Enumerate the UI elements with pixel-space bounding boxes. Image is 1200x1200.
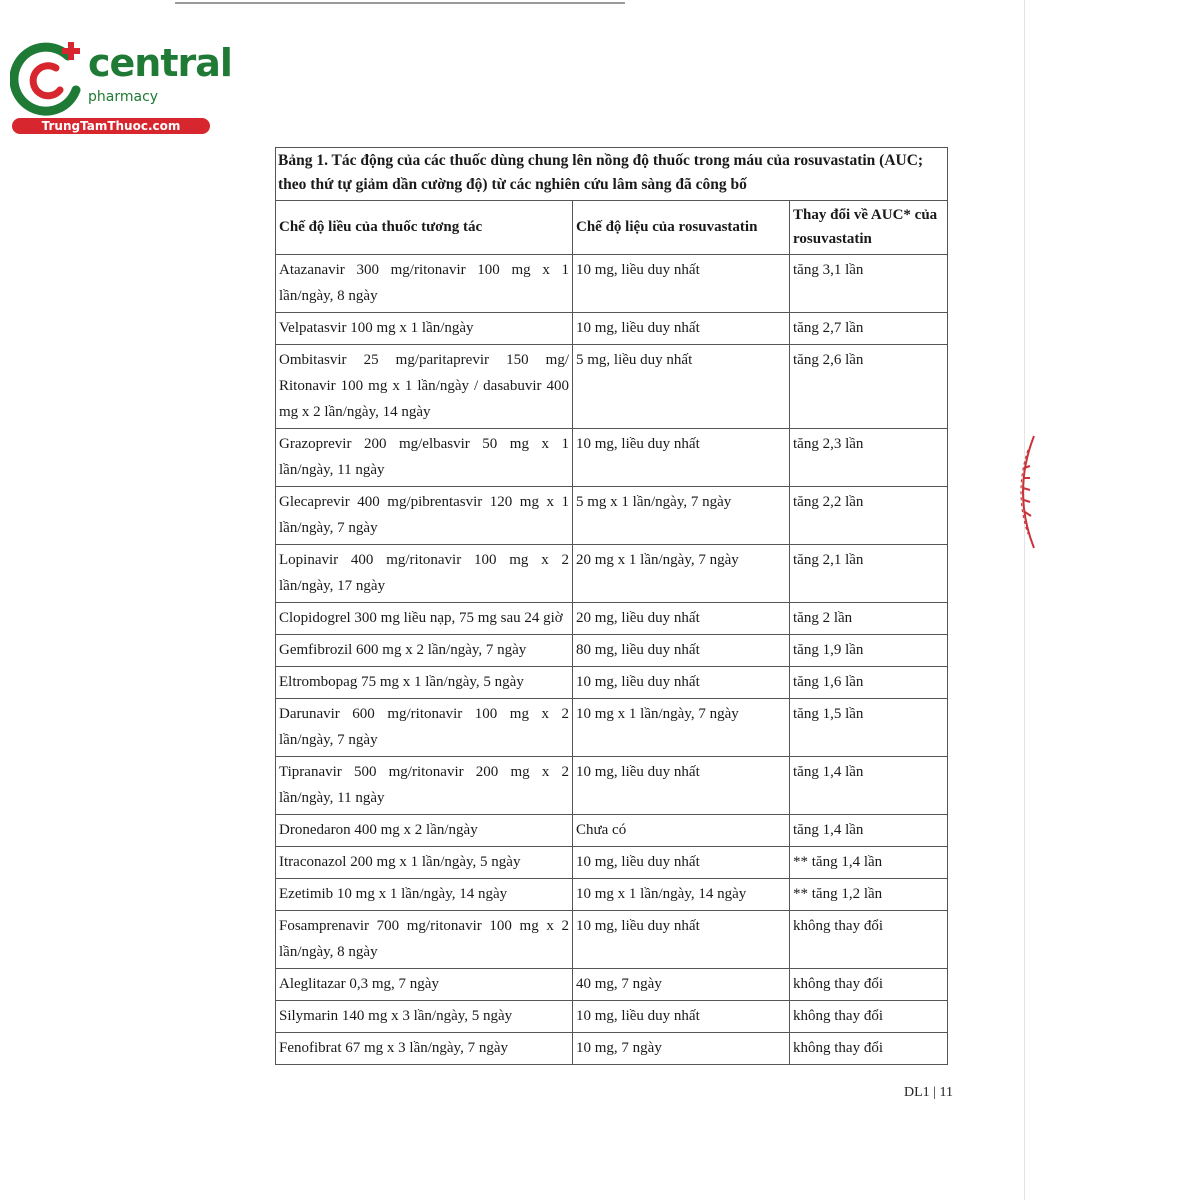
table-row [276,345,948,429]
interacting-drug-cell: Silymarin 140 mg x 3 lần/ngày, 5 ngày [276,1001,573,1033]
rosuvastatin-dose-cell: 10 mg, liều duy nhất [573,847,790,879]
auc-change-cell: tăng 1,6 lần [790,667,948,699]
auc-change-cell: không thay đổi [790,969,948,1001]
interacting-drug-cell: Tipranavir 500 mg/ritonavir 200 mg x 2 lần/ngày, 11 ngày [276,757,573,815]
auc-change-cell: không thay đổi [790,1001,948,1033]
auc-change-cell: tăng 2,1 lần [790,545,948,603]
rosuvastatin-dose-cell: 10 mg x 1 lần/ngày, 14 ngày [573,879,790,911]
interacting-drug-cell: Itraconazol 200 mg x 1 lần/ngày, 5 ngày [276,847,573,879]
page-number: DL1 | 11 [904,1085,953,1100]
rosuvastatin-dose-cell: 10 mg, liều duy nhất [573,1001,790,1033]
interacting-drug-cell: Darunavir 600 mg/ritonavir 100 mg x 2 lần/ngày, 7 ngày [276,699,573,757]
rosuvastatin-dose-cell: 5 mg, liều duy nhất [573,345,790,429]
interacting-drug-cell: Atazanavir 300 mg/ritonavir 100 mg x 1 lần/ngày, 8 ngày [276,255,573,313]
auc-change-cell: tăng 1,5 lần [790,699,948,757]
auc-change-cell: ** tăng 1,2 lần [790,879,948,911]
auc-change-cell: tăng 2,6 lần [790,345,948,429]
interacting-drug-cell: Fosamprenavir 700 mg/ritonavir 100 mg x 2 lần/ngày, 8 ngày [276,911,573,969]
interacting-drug-cell: Aleglitazar 0,3 mg, 7 ngày [276,969,573,1001]
auc-change-cell: tăng 1,4 lần [790,815,948,847]
table-row [276,699,948,757]
auc-change-cell: tăng 2 lần [790,603,948,635]
interacting-drug-cell: Grazoprevir 200 mg/elbasvir 50 mg x 1 lần/ngày, 11 ngày [276,429,573,487]
interaction-table [275,147,948,1065]
rosuvastatin-dose-cell: 10 mg, liều duy nhất [573,313,790,345]
interacting-drug-cell: Gemfibrozil 600 mg x 2 lần/ngày, 7 ngày [276,635,573,667]
interacting-drug-cell: Clopidogrel 300 mg liều nạp, 75 mg sau 24 giờ [276,603,573,635]
interacting-drug-cell: Glecaprevir 400 mg/pibrentasvir 120 mg x 1 lần/ngày, 7 ngày [276,487,573,545]
rosuvastatin-dose-cell: 5 mg x 1 lần/ngày, 7 ngày [573,487,790,545]
auc-change-cell: tăng 1,4 lần [790,757,948,815]
header-rosuvastatin-dose: Chế độ liệu của rosuvastatin [573,201,790,255]
stamp-seal-icon [1004,432,1040,552]
table-row [276,815,948,847]
header-auc-change: Thay đổi về AUC* của rosuvastatin [790,201,948,255]
rosuvastatin-dose-cell: 10 mg, liều duy nhất [573,429,790,487]
table-row [276,545,948,603]
rosuvastatin-dose-cell: 10 mg, liều duy nhất [573,667,790,699]
table-row [276,1001,948,1033]
rosuvastatin-dose-cell: Chưa có [573,815,790,847]
auc-change-cell: tăng 2,3 lần [790,429,948,487]
table-row [276,757,948,815]
table-row [276,487,948,545]
logo-mark-icon [10,38,96,116]
table-row [276,911,948,969]
auc-change-cell: tăng 3,1 lần [790,255,948,313]
table-row [276,847,948,879]
header-interacting-drug: Chế độ liều của thuốc tương tác [276,201,573,255]
logo-url-badge: TrungTamThuoc.com [12,118,210,134]
table-row [276,313,948,345]
table-row [276,635,948,667]
auc-change-cell: không thay đổi [790,911,948,969]
interacting-drug-cell: Ezetimib 10 mg x 1 lần/ngày, 14 ngày [276,879,573,911]
table-row [276,969,948,1001]
table-caption: Bảng 1. Tác động của các thuốc dùng chung lên nồng độ thuốc trong máu của rosuvastatin (AUC; theo thứ tự giảm dần cường độ) từ các nghiên cứu lâm sàng đã công bố [276,148,948,201]
table-row [276,1033,948,1065]
auc-change-cell: tăng 2,7 lần [790,313,948,345]
interacting-drug-cell: Dronedaron 400 mg x 2 lần/ngày [276,815,573,847]
table-row [276,429,948,487]
interacting-drug-cell: Ombitasvir 25 mg/paritaprevir 150 mg/ Ritonavir 100 mg x 1 lần/ngày / dasabuvir 400 mg x 2 lần/ngày, 14 ngày [276,345,573,429]
logo-brand-sub: pharmacy [88,89,159,105]
rosuvastatin-dose-cell: 20 mg, liều duy nhất [573,603,790,635]
table-row [276,667,948,699]
table-row [276,603,948,635]
auc-change-cell: tăng 1,9 lần [790,635,948,667]
table-row [276,255,948,313]
rosuvastatin-dose-cell: 10 mg, liều duy nhất [573,911,790,969]
rosuvastatin-dose-cell: 10 mg, liều duy nhất [573,255,790,313]
auc-change-cell: ** tăng 1,4 lần [790,847,948,879]
rosuvastatin-dose-cell: 10 mg, 7 ngày [573,1033,790,1065]
interacting-drug-cell: Lopinavir 400 mg/ritonavir 100 mg x 2 lần/ngày, 17 ngày [276,545,573,603]
interacting-drug-cell: Fenofibrat 67 mg x 3 lần/ngày, 7 ngày [276,1033,573,1065]
page-edge-line [1024,0,1025,1200]
rosuvastatin-dose-cell: 10 mg x 1 lần/ngày, 7 ngày [573,699,790,757]
rosuvastatin-dose-cell: 20 mg x 1 lần/ngày, 7 ngày [573,545,790,603]
rosuvastatin-dose-cell: 40 mg, 7 ngày [573,969,790,1001]
auc-change-cell: tăng 2,2 lần [790,487,948,545]
logo-brand-name: central [88,41,232,85]
rosuvastatin-dose-cell: 80 mg, liều duy nhất [573,635,790,667]
rosuvastatin-dose-cell: 10 mg, liều duy nhất [573,757,790,815]
table-row [276,879,948,911]
interacting-drug-cell: Eltrombopag 75 mg x 1 lần/ngày, 5 ngày [276,667,573,699]
interacting-drug-cell: Velpatasvir 100 mg x 1 lần/ngày [276,313,573,345]
top-rule [175,2,625,4]
auc-change-cell: không thay đổi [790,1033,948,1065]
